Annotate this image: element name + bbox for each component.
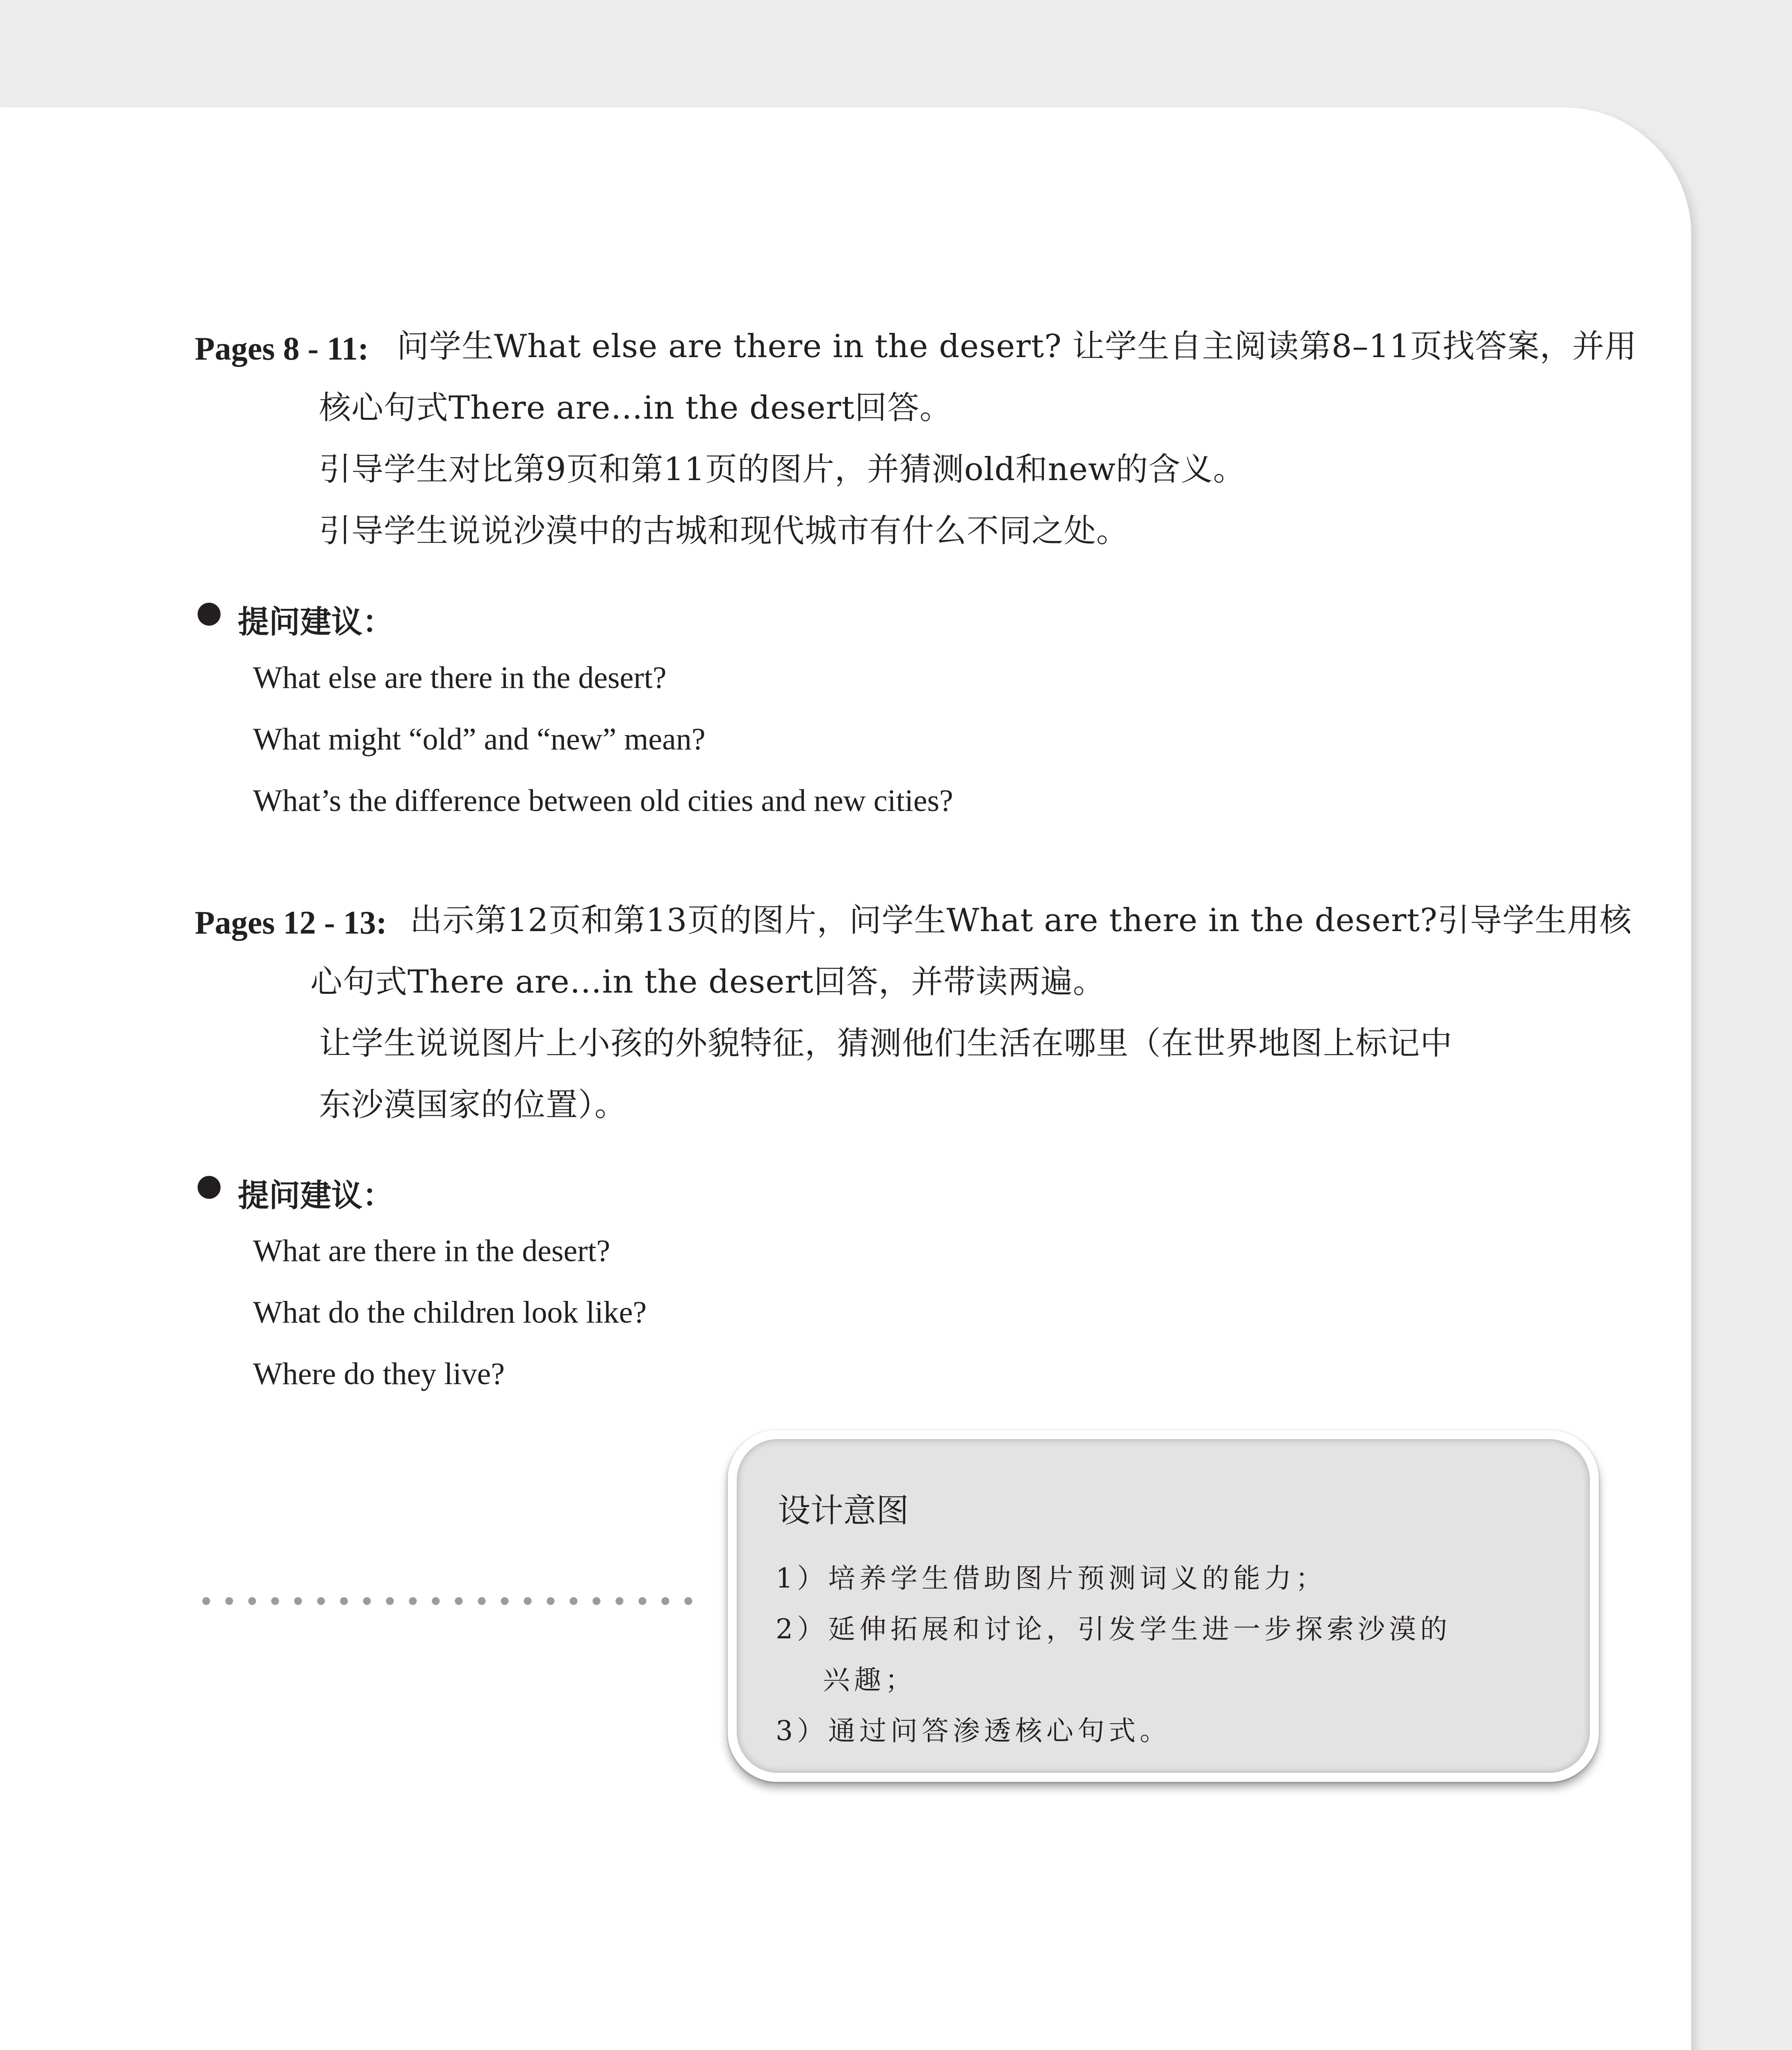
section1-suggestion-heading: 提问建议： [238, 604, 394, 640]
design-intent-item-2-cont: 兴趣； [823, 1664, 916, 1696]
section2-line-4: 东沙漠国家的位置）。 [319, 1086, 627, 1123]
design-intent-inner [737, 1439, 1590, 1773]
section1-line-2: 核心句式There are…in the desert回答。 [319, 390, 952, 426]
section1-question-1: What else are there in the desert? [253, 661, 667, 695]
section2-line-3: 让学生说说图片上小孩的外貌特征，猜测他们生活在哪里（在世界地图上标记中 [319, 1025, 1453, 1062]
section2-question-3: Where do they live? [253, 1357, 505, 1391]
bullet-icon [198, 1176, 221, 1199]
section2-question-2: What do the children look like? [253, 1295, 647, 1330]
design-intent-box [728, 1430, 1599, 1782]
section2-question-1: What are there in the desert? [253, 1234, 610, 1268]
section1-question-2: What might “old” and “new” mean? [253, 722, 706, 756]
section2-line-2: 心句式There are…in the desert回答，并带读两遍。 [310, 963, 1106, 1000]
bullet-icon [198, 603, 221, 626]
section1-line-1: 问学生What else are there in the desert? 让学生自主阅读第8–11页找答案，并用 [397, 328, 1637, 365]
section2-suggestion-heading: 提问建议： [238, 1177, 394, 1214]
design-intent-item-1: 1）培养学生借助图片预测词义的能力； [776, 1563, 1327, 1594]
section2-line-1: 出示第12页和第13页的图片，问学生What are there in the desert?引导学生用核 [410, 902, 1632, 939]
dotted-divider [195, 1596, 705, 1606]
design-intent-title: 设计意图 [778, 1492, 909, 1530]
section1-line-4: 引导学生说说沙漠中的古城和现代城市有什么不同之处。 [319, 512, 1129, 549]
section2-label: Pages 12 - 13: [195, 905, 387, 941]
section1-question-3: What’s the difference between old cities and new cities? [253, 784, 953, 818]
design-intent-item-3: 3）通过问答渗透核心句式。 [776, 1715, 1171, 1747]
section1-line-3: 引导学生对比第9页和第11页的图片，并猜测old和new的含义。 [319, 451, 1246, 488]
section1-label: Pages 8 - 11: [195, 331, 369, 367]
design-intent-item-2: 2）延伸拓展和讨论，引发学生进一步探索沙漠的 [776, 1613, 1451, 1645]
